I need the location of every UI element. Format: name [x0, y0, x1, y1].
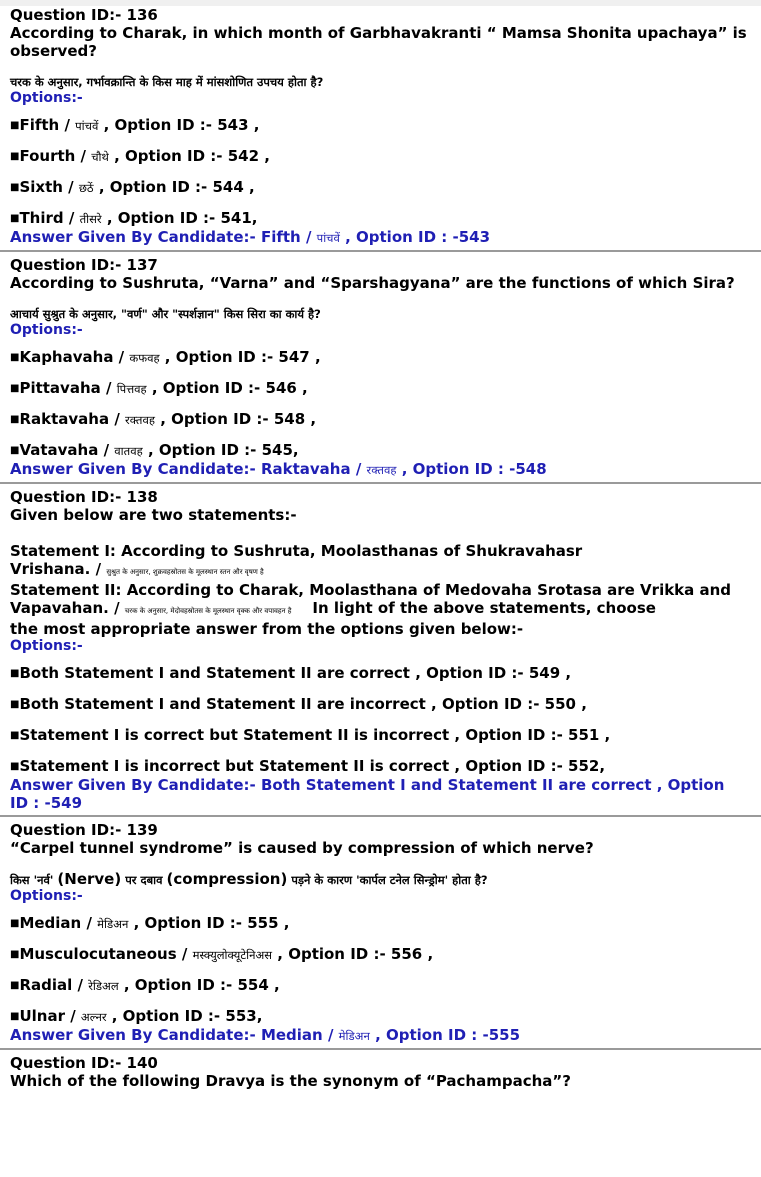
- option-item: ■Musculocutaneous / मस्क्युलोक्यूटेनिअस , Option ID :- 556 ,: [10, 945, 434, 963]
- bullet-icon: ■: [10, 352, 20, 363]
- question-id: Question ID:- 138: [10, 488, 158, 506]
- option-item: ■Statement I is incorrect but Statement II is correct , Option ID :- 552,: [10, 757, 606, 775]
- option-item: ■Kaphavaha / कफवह , Option ID :- 547 ,: [10, 348, 321, 366]
- option-item: ■Vatavaha / वातवह , Option ID :- 545,: [10, 441, 299, 459]
- question-140: [0, 1054, 761, 1090]
- option-item: ■Fourth / चौथे , Option ID :- 542 ,: [10, 147, 270, 165]
- option-item: ■Radial / रेडिअल , Option ID :- 554 ,: [10, 976, 280, 994]
- statement-2: Statement II: According to Charak, Moolasthana of Medovaha Srotasa are Vrikka and Vapavahan. / चरक के अनुसार, मेदोवहस्रोतस के मूलस्थान वृक्क और वपावहन है In light of the above statements, choose the most appropriate answer from the options given below:-: [10, 581, 732, 638]
- option-item: ■Both Statement I and Statement II are correct , Option ID :- 549 ,: [10, 664, 572, 682]
- bullet-icon: ■: [10, 414, 20, 425]
- option-item: ■Raktavaha / रक्तवह , Option ID :- 548 ,: [10, 410, 317, 428]
- bullet-icon: ■: [10, 182, 20, 193]
- option-item: ■Sixth / छठें , Option ID :- 544 ,: [10, 178, 255, 196]
- question-id: Question ID:- 137: [10, 256, 158, 274]
- bullet-icon: ■: [10, 668, 20, 679]
- question-136: [0, 6, 761, 247]
- bullet-icon: ■: [10, 730, 20, 741]
- bullet-icon: ■: [10, 949, 20, 960]
- question-137: [0, 256, 761, 479]
- candidate-answer: Answer Given By Candidate:- Raktavaha / रक्तवह , Option ID : -548: [10, 460, 547, 478]
- option-item: ■Both Statement I and Statement II are incorrect , Option ID :- 550 ,: [10, 695, 587, 713]
- candidate-answer: Answer Given By Candidate:- Both Statement I and Statement II are correct , Option ID : -549: [10, 776, 725, 812]
- bullet-icon: ■: [10, 213, 20, 224]
- candidate-answer: Answer Given By Candidate:- Median / मेडिअन , Option ID : -555: [10, 1026, 521, 1044]
- question-hindi: किस 'नर्व' (Nerve) पर दबाव (compression) पड़ने के कारण 'कार्पल टनेल सिन्ड्रोम' होता है?: [10, 870, 488, 888]
- question-text: According to Sushruta, “Varna” and “Sparshagyana” are the functions of which Sira?: [10, 274, 735, 292]
- option-item: ■Median / मेडिअन , Option ID :- 555 ,: [10, 914, 290, 932]
- question-id: Question ID:- 139: [10, 821, 158, 839]
- option-item: ■Fifth / पांचवें , Option ID :- 543 ,: [10, 116, 260, 134]
- divider: [0, 482, 761, 484]
- bullet-icon: ■: [10, 980, 20, 991]
- bullet-icon: ■: [10, 761, 20, 772]
- question-text: Which of the following Dravya is the synonym of “Pachampacha”?: [10, 1072, 571, 1090]
- options-label: Options:-: [10, 322, 83, 338]
- question-text: “Carpel tunnel syndrome” is caused by compression of which nerve?: [10, 839, 594, 857]
- question-id: Question ID:- 136: [10, 6, 158, 24]
- option-item: ■Pittavaha / पित्तवह , Option ID :- 546 ,: [10, 379, 308, 397]
- question-139: [0, 821, 761, 1045]
- option-item: ■Statement I is correct but Statement II is incorrect , Option ID :- 551 ,: [10, 726, 611, 744]
- bullet-icon: ■: [10, 918, 20, 929]
- question-138: [0, 488, 761, 812]
- question-hindi: चरक के अनुसार, गर्भावक्रान्ति के किस माह में मांसशोणित उपचय होता है?: [10, 75, 324, 89]
- bullet-icon: ■: [10, 151, 20, 162]
- question-id: Question ID:- 140: [10, 1054, 158, 1072]
- statement-1: Statement I: According to Sushruta, Moolasthanas of Shukravahasr Vrishana. / सुश्रुत के अनुसार, शुक्रवहस्रोतस के मूलस्थान स्तन और वृषण है: [10, 542, 583, 578]
- bullet-icon: ■: [10, 699, 20, 710]
- divider: [0, 250, 761, 252]
- question-text: According to Charak, in which month of Garbhavakranti “ Mamsa Shonita upachaya” is observed?: [10, 24, 747, 60]
- options-label: Options:-: [10, 638, 83, 654]
- question-text: Given below are two statements:-: [10, 506, 297, 524]
- options-label: Options:-: [10, 90, 83, 106]
- bullet-icon: ■: [10, 383, 20, 394]
- candidate-answer: Answer Given By Candidate:- Fifth / पांचवें , Option ID : -543: [10, 228, 491, 246]
- bullet-icon: ■: [10, 1011, 20, 1022]
- bullet-icon: ■: [10, 120, 20, 131]
- options-label: Options:-: [10, 888, 83, 904]
- option-item: ■Third / तीसरे , Option ID :- 541,: [10, 209, 258, 227]
- question-hindi: आचार्य सुश्रुत के अनुसार, "वर्ण" और "स्पर्शज्ञान" किस सिरा का कार्य है?: [10, 307, 321, 321]
- divider: [0, 815, 761, 817]
- divider: [0, 1048, 761, 1050]
- option-item: ■Ulnar / अल्नर , Option ID :- 553,: [10, 1007, 263, 1025]
- bullet-icon: ■: [10, 445, 20, 456]
